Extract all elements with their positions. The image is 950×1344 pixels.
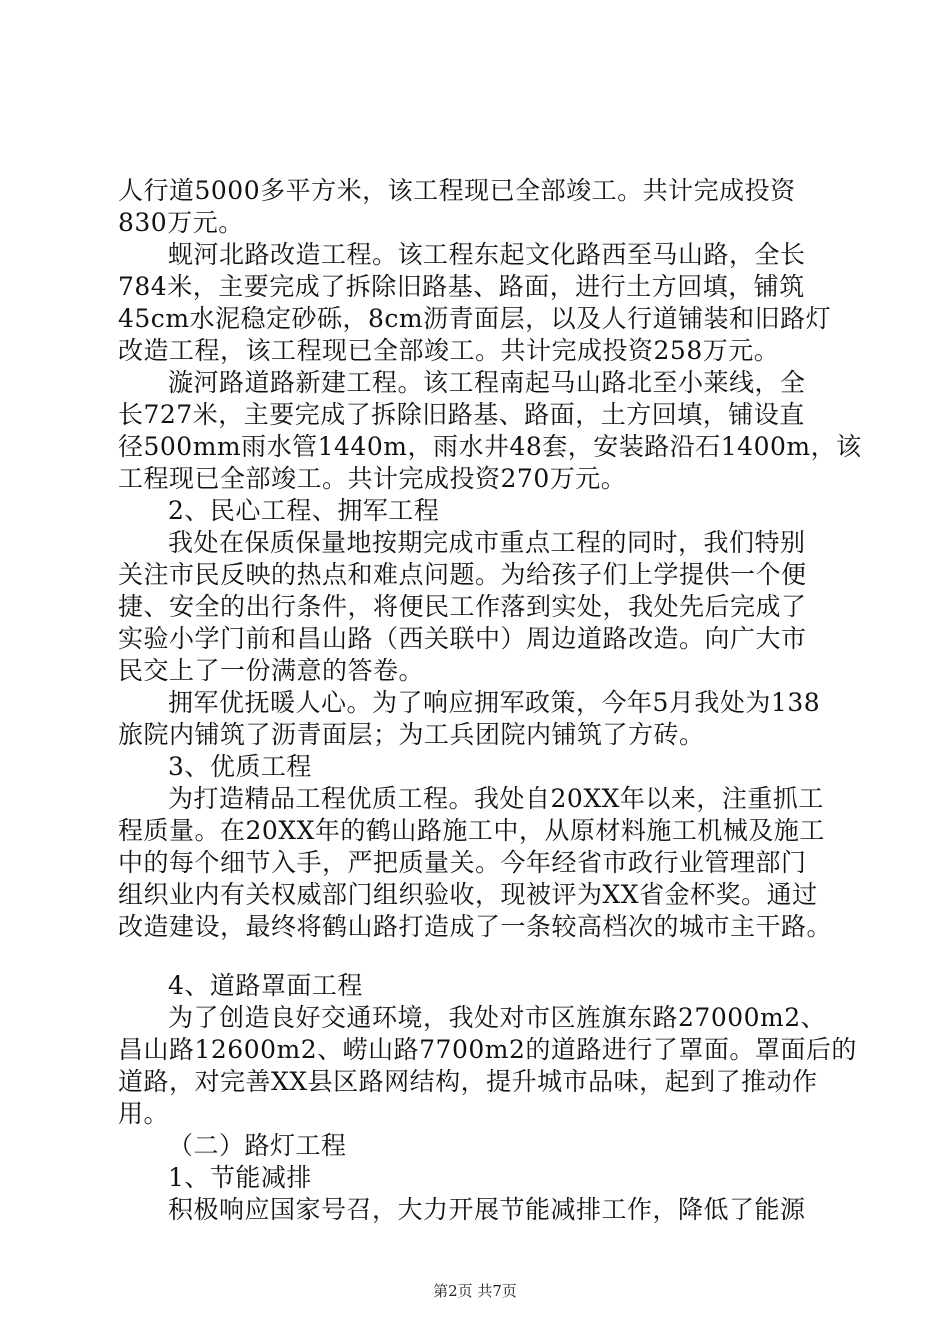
body-line: 人行道5000多平方米，该工程现已全部竣工。共计完成投资 — [118, 176, 796, 205]
paragraph-start: 我处在保质保量地按期完成市重点工程的同时，我们特别 — [168, 528, 806, 557]
body-line: 道路，对完善XX县区路网结构，提升城市品味，起到了推动作 — [118, 1067, 818, 1096]
paragraph-start: 为打造精品工程优质工程。我处自20XX年以来，注重抓工 — [168, 784, 824, 813]
paragraph-start: 积极响应国家号召，大力开展节能减排工作，降低了能源 — [168, 1195, 806, 1224]
body-line: 民交上了一份满意的答卷。 — [118, 656, 425, 685]
body-line: 旅院内铺筑了沥青面层；为工兵团院内铺筑了方砖。 — [118, 720, 705, 749]
paragraph-start: 拥军优抚暖人心。为了响应拥军政策，今年5月我处为138 — [168, 688, 821, 717]
body-line: 长727米，主要完成了拆除旧路基、路面，土方回填，铺设直 — [118, 400, 805, 429]
body-line: 关注市民反映的热点和难点问题。为给孩子们上学提供一个便 — [118, 560, 807, 589]
body-line: 改造建设，最终将鹤山路打造成了一条较高档次的城市主干路。 — [118, 912, 833, 941]
section-heading: 3、优质工程 — [168, 752, 312, 781]
body-line: 中的每个细节入手，严把质量关。今年经省市政行业管理部门 — [118, 848, 807, 877]
section-heading: 2、民心工程、拥军工程 — [168, 496, 440, 525]
body-line: 实验小学门前和昌山路（西关联中）周边道路改造。向广大市 — [118, 624, 807, 653]
section-heading: 4、道路罩面工程 — [168, 971, 363, 1000]
paragraph-start: 为了创造良好交通环境，我处对市区旌旗东路27000m2、 — [168, 1003, 827, 1032]
section-heading: 1、节能减排 — [168, 1163, 312, 1192]
body-line: 用。 — [118, 1099, 170, 1128]
paragraph-start: 蚬河北路改造工程。该工程东起文化路西至马山路，全长 — [168, 240, 806, 269]
body-line: 工程现已全部竣工。共计完成投资270万元。 — [118, 464, 627, 493]
paragraph-start: 漩河路道路新建工程。该工程南起马山路北至小莱线，全 — [168, 368, 806, 397]
body-line: 捷、安全的出行条件，将便民工作落到实处，我处先后完成了 — [118, 592, 807, 621]
body-line: 径500mm雨水管1440m，雨水井48套，安装路沿石1400m，该 — [118, 432, 862, 461]
section-heading: （二）路灯工程 — [168, 1131, 347, 1160]
body-line: 组织业内有关权威部门组织验收，现被评为XX省金杯奖。通过 — [118, 880, 818, 909]
body-line: 昌山路12600m2、崂山路7700m2的道路进行了罩面。罩面后的 — [118, 1035, 857, 1064]
body-line: 45cm水泥稳定砂砾，8cm沥青面层，以及人行道铺装和旧路灯 — [118, 304, 832, 333]
page-footer: 第2页 共7页 — [433, 1282, 517, 1300]
body-line: 784米，主要完成了拆除旧路基、路面，进行土方回填，铺筑 — [118, 272, 805, 301]
body-line: 830万元。 — [118, 208, 244, 237]
body-line: 程质量。在20XX年的鹤山路施工中，从原材料施工机械及施工 — [118, 816, 825, 845]
body-line: 改造工程，该工程现已全部竣工。共计完成投资258万元。 — [118, 336, 780, 365]
